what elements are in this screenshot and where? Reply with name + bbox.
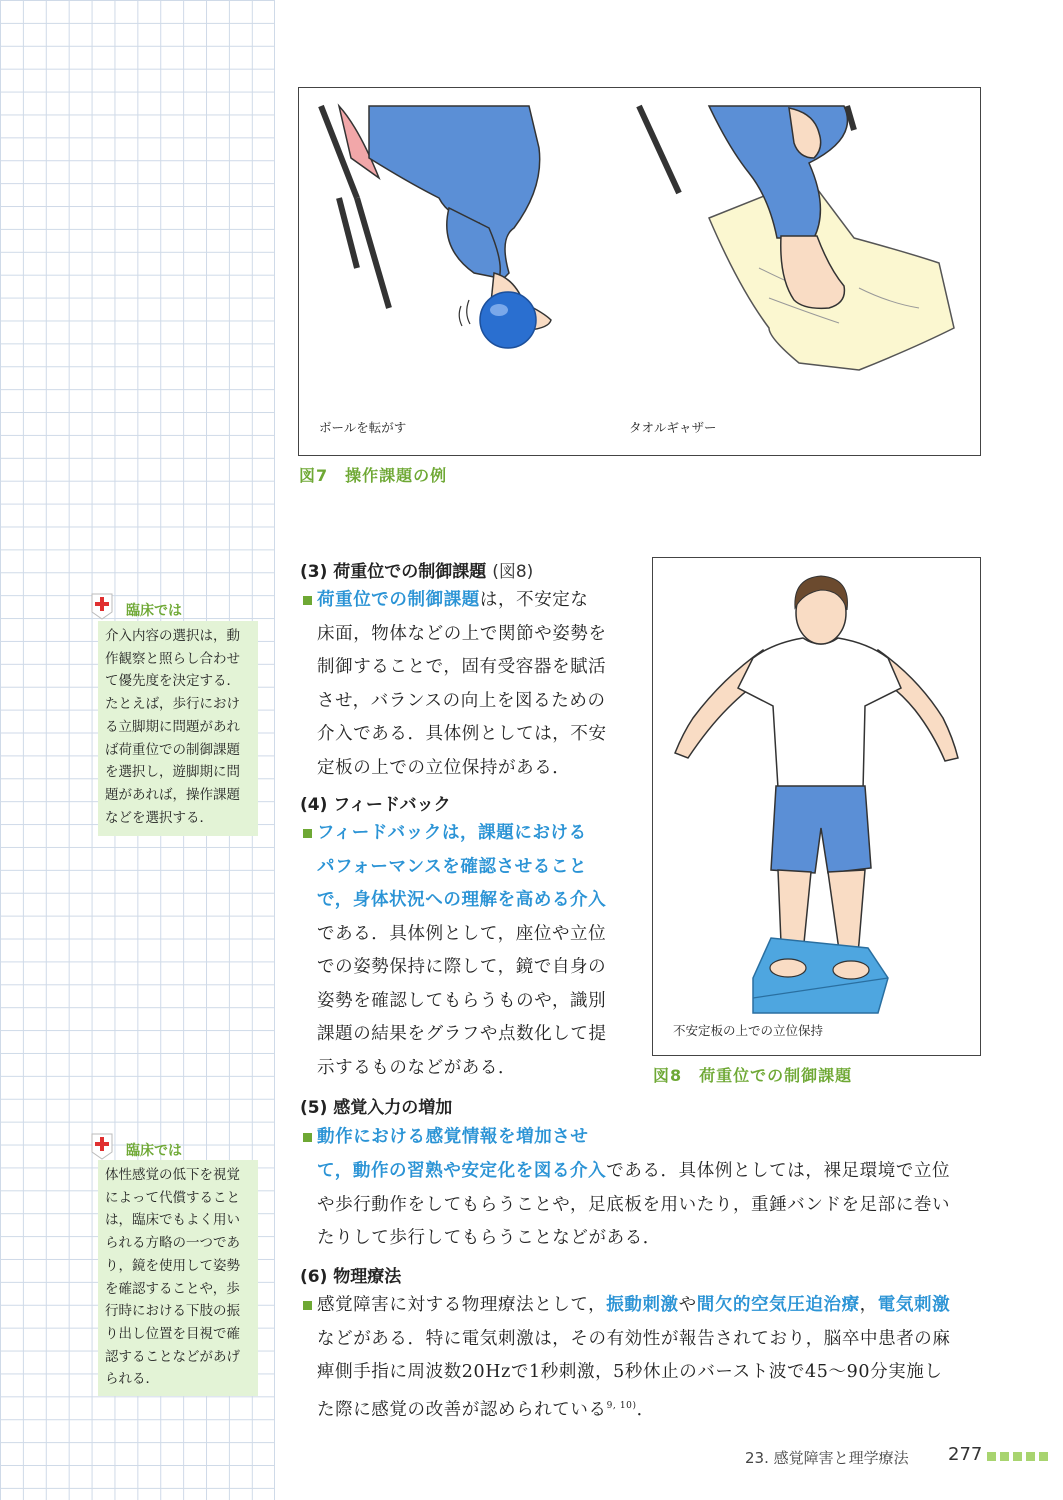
figure8-label: 不安定板の上での立位保持 bbox=[673, 1023, 824, 1038]
section3-keyword: 荷重位での制御課題 bbox=[317, 590, 480, 610]
section6-keyword: 電気刺激 bbox=[877, 1295, 951, 1315]
note1-title: 臨床では bbox=[126, 603, 182, 619]
section6-line-end: ． bbox=[636, 1399, 655, 1420]
section4-heading: (4) フィードバック bbox=[300, 795, 451, 815]
figure8-caption: 図8 荷重位での制御課題 bbox=[653, 1066, 853, 1085]
section3-paragraph bbox=[317, 584, 622, 785]
section4-line: での姿勢保持に際して，鏡で自身の bbox=[317, 957, 607, 977]
note1-line: 作観察と照らし合わせ bbox=[105, 650, 240, 667]
section6-keyword: 間欠的空気圧迫治療 bbox=[696, 1295, 860, 1315]
note2-line: 認することなどがあげ bbox=[105, 1348, 240, 1365]
figure8-box bbox=[652, 557, 981, 1056]
section3-line: 制御することで，固有受容器を賦活 bbox=[317, 657, 607, 677]
section4-line: である．具体例として，座位や立位 bbox=[317, 923, 607, 944]
section4-keyword-line: で，身体状況への理解を高める介入 bbox=[317, 890, 607, 910]
figure7-illustration bbox=[299, 88, 981, 456]
note2-line: 体性感覚の低下を視覚 bbox=[105, 1167, 240, 1183]
section3-line: 介入である．具体例としては，不安 bbox=[317, 724, 607, 744]
note1-line: る立脚期に問題があれ bbox=[105, 718, 240, 735]
section4-line: 課題の結果をグラフや点数化して提 bbox=[317, 1024, 607, 1044]
footer-square bbox=[1013, 1452, 1022, 1461]
section3-line: 床面，物体などの上で関節や姿勢を bbox=[317, 623, 607, 644]
section3-line: 定板の上での立位保持がある． bbox=[317, 757, 571, 778]
note1-line: たとえば，歩行におけ bbox=[105, 696, 240, 713]
note2-line: り出し位置を目視で確 bbox=[105, 1325, 240, 1342]
section3-bullet bbox=[303, 596, 312, 605]
note2-title: 臨床では bbox=[126, 1143, 182, 1159]
note2-line: を確認することや，歩 bbox=[105, 1280, 240, 1297]
section3-heading-text: (3) 荷重位での制御課題 bbox=[300, 562, 487, 582]
section6-paragraph bbox=[317, 1289, 989, 1427]
note1-line: 介入内容の選択は，動 bbox=[105, 628, 240, 644]
chapter-title: 23. 感覚障害と理学療法 bbox=[745, 1449, 909, 1467]
section6-line: などがある．特に電気刺激は，その有効性が報告されており，脳卒中患者の麻 bbox=[317, 1328, 951, 1349]
section5-keyword-line: て，動作の習熟や安定化を図る介入 bbox=[317, 1161, 607, 1181]
footer-decoration bbox=[987, 1452, 1048, 1461]
section3-figure-ref: (図8) bbox=[492, 562, 534, 582]
section6-sep: ， bbox=[859, 1295, 878, 1315]
note1-line: を選択し，遊脚期に問 bbox=[105, 764, 240, 781]
section5-line1 bbox=[317, 1121, 622, 1155]
section6-line: 感覚障害に対する物理療法として， bbox=[317, 1295, 607, 1315]
section5-line: や歩行動作をしてもらうことや，足底板を用いたり，重錘バンドを足部に巻い bbox=[317, 1194, 951, 1215]
note2-line: られる方略の一つであ bbox=[105, 1235, 240, 1252]
clinical-note-2 bbox=[98, 1160, 258, 1396]
note1-line: などを選択する． bbox=[105, 809, 213, 826]
section4-line: 姿勢を確認してもらうものや，識別 bbox=[317, 990, 607, 1011]
note2-line: り，鏡を使用して姿勢 bbox=[105, 1257, 240, 1274]
section4-bullet bbox=[303, 829, 312, 838]
footer-square bbox=[1039, 1452, 1048, 1461]
note2-line: は，臨床でもよく用い bbox=[105, 1212, 240, 1229]
figure8-illustration bbox=[653, 558, 981, 1056]
figure7-box bbox=[298, 87, 981, 456]
section6-keyword: 振動刺激 bbox=[606, 1295, 679, 1315]
footer-square bbox=[1026, 1452, 1035, 1461]
section4-keyword-line: パフォーマンスを確認させること bbox=[317, 856, 588, 877]
note2-line: られる． bbox=[105, 1371, 159, 1388]
figure7-caption: 図7 操作課題の例 bbox=[299, 466, 448, 485]
section4-paragraph bbox=[317, 817, 622, 1085]
section6-sep: や bbox=[678, 1295, 697, 1315]
section3-line: させ，バランスの向上を図るための bbox=[317, 690, 606, 711]
clinical-plus-icon bbox=[90, 592, 114, 620]
note2-line: によって代償すること bbox=[105, 1189, 240, 1206]
note1-line: 題があれば，操作課題 bbox=[105, 786, 240, 803]
section6-heading: (6) 物理療法 bbox=[300, 1267, 402, 1287]
section4-keyword-line: フィードバックは，課題における bbox=[317, 823, 587, 843]
note2-line: 行時における下肢の振 bbox=[105, 1303, 240, 1320]
section4-line: 示するものなどがある． bbox=[317, 1057, 517, 1078]
section6-bullet bbox=[303, 1301, 312, 1310]
section5-heading: (5) 感覚入力の増加 bbox=[300, 1098, 453, 1118]
section5-line: である．具体例としては，裸足環境で立位 bbox=[606, 1161, 951, 1181]
section6-line: た際に感覚の改善が認められている bbox=[317, 1399, 607, 1420]
clinical-plus-icon bbox=[90, 1132, 114, 1160]
section6-line: 痺側手指に周波数20Hzで1秒刺激，5秒休止のバースト波で45～90分実施し bbox=[317, 1362, 943, 1382]
figure7-label-left: ボールを転がす bbox=[319, 420, 407, 435]
section5-bullet bbox=[303, 1133, 312, 1142]
section5-line: たりして歩行してもらうことなどがある． bbox=[317, 1228, 661, 1248]
footer-square bbox=[987, 1452, 996, 1461]
note1-line: ば荷重位での制御課題 bbox=[105, 741, 240, 758]
section5-paragraph bbox=[317, 1155, 989, 1256]
citation: 9, 10) bbox=[606, 1400, 637, 1411]
page-number: 277 bbox=[948, 1444, 983, 1465]
footer-square bbox=[1000, 1452, 1009, 1461]
section5-keyword-line: 動作における感覚情報を増加させ bbox=[317, 1127, 589, 1147]
section3-line: は，不安定な bbox=[479, 590, 589, 610]
figure7-label-right: タオルギャザー bbox=[629, 420, 717, 435]
section3-heading bbox=[300, 557, 533, 582]
clinical-note-1 bbox=[98, 621, 258, 836]
note1-line: て優先度を決定する． bbox=[105, 673, 240, 690]
